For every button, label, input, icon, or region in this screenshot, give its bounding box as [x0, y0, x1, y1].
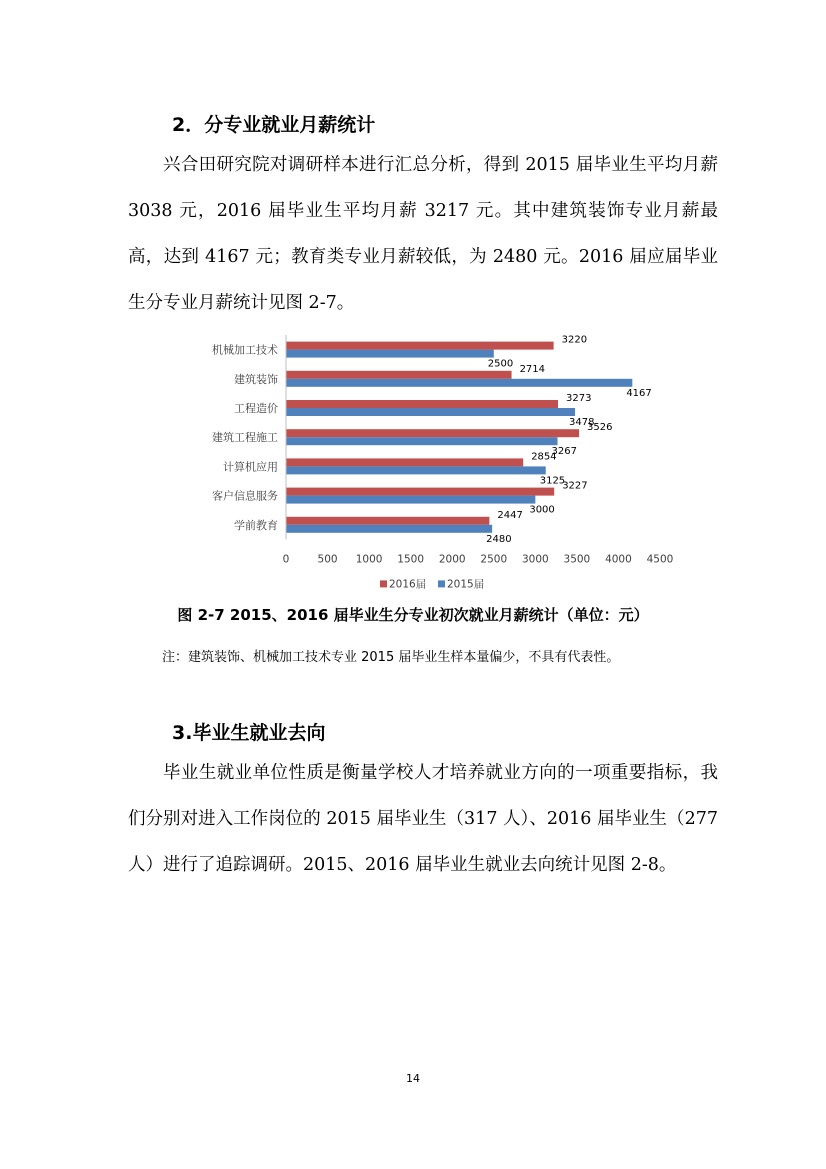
bar-2015	[286, 379, 632, 387]
x-tick-label: 4500	[646, 553, 674, 566]
data-label: 2714	[519, 363, 546, 375]
x-tick-label: 500	[317, 553, 338, 566]
data-label: 4167	[626, 387, 652, 399]
bar-2016	[286, 342, 554, 350]
data-label: 2500	[487, 358, 514, 370]
data-label: 3000	[529, 504, 555, 516]
data-label: 3227	[562, 480, 588, 492]
category-label: 建筑工程施工	[212, 431, 278, 445]
data-label: 2854	[531, 451, 557, 463]
data-label: 3125	[539, 475, 566, 487]
x-tick-label: 1000	[355, 553, 383, 566]
bar-2016	[286, 488, 554, 496]
bar-2015	[286, 496, 535, 504]
paragraph-text: 兴合田研究院对调研样本进行汇总分析，得到 2015 届毕业生平均月薪 3038 元，2016 届毕业生平均月薪 3217 元。其中建筑装饰专业月薪最高，达到 4167 元；教育类专业月薪较低，为 2480 元。2016 届应届毕业生分专业月薪统计见图 2-7。	[128, 155, 718, 313]
bar-2015	[286, 350, 494, 358]
x-tick-label: 4000	[605, 553, 632, 566]
section-heading-2: 3.毕业生就业去向	[172, 722, 326, 744]
bar-2016	[286, 400, 558, 408]
bar-2016	[286, 429, 579, 437]
data-label: 3526	[587, 422, 613, 434]
data-label: 2480	[486, 533, 512, 545]
salary-bar-chart	[180, 325, 680, 595]
section-heading: 2．分专业就业月薪统计	[172, 114, 376, 136]
page-number: 14	[406, 1072, 420, 1085]
bar-2015	[286, 437, 558, 445]
body-paragraph	[128, 142, 718, 326]
category-label: 机械加工技术	[212, 343, 278, 357]
x-tick-label: 2500	[480, 553, 508, 566]
bar-2016	[286, 371, 512, 379]
figure-caption: 图 2-7 2015、2016 届毕业生分专业初次就业月薪统计（单位：元）	[177, 606, 649, 624]
category-label: 建筑装饰	[234, 372, 278, 386]
category-label: 工程造价	[234, 402, 278, 415]
legend-swatch	[438, 580, 445, 587]
x-tick-label: 1500	[397, 553, 425, 566]
x-tick-label: 3000	[521, 553, 549, 566]
bar-2015	[286, 408, 575, 416]
x-tick-label: 0	[282, 553, 290, 566]
category-label: 客户信息服务	[212, 489, 278, 503]
bar-2016	[286, 517, 489, 525]
data-label: 2447	[497, 509, 523, 521]
bar-2015	[286, 525, 492, 533]
legend-label: 2015届	[447, 578, 485, 591]
legend-label: 2016届	[389, 578, 427, 591]
data-label: 3273	[566, 393, 592, 404]
bar-2016	[286, 458, 523, 466]
data-label: 3267	[551, 446, 577, 458]
x-tick-label: 3500	[563, 553, 591, 566]
category-label: 学前教育	[234, 518, 278, 532]
category-label: 计算机应用	[223, 460, 278, 474]
data-label: 3220	[561, 334, 588, 346]
legend-swatch	[380, 580, 387, 587]
bar-2015	[286, 466, 546, 474]
paragraph-text-2: 毕业生就业单位性质是衡量学校人才培养就业方向的一项重要指标，我们分别对进入工作岗位的 2015 届毕业生（317 人）、2016 届毕业生（277 人）进行了追踪调研。2015、2016 届毕业生就业去向统计见图 2-8。	[128, 763, 718, 875]
x-tick-label: 2000	[438, 553, 466, 566]
data-label: 3478	[569, 417, 595, 428]
figure-note: 注：建筑装饰、机械加工技术专业 2015 届毕业生样本量偏少，不具有代表性。	[162, 650, 620, 665]
body-paragraph-2	[128, 750, 718, 888]
